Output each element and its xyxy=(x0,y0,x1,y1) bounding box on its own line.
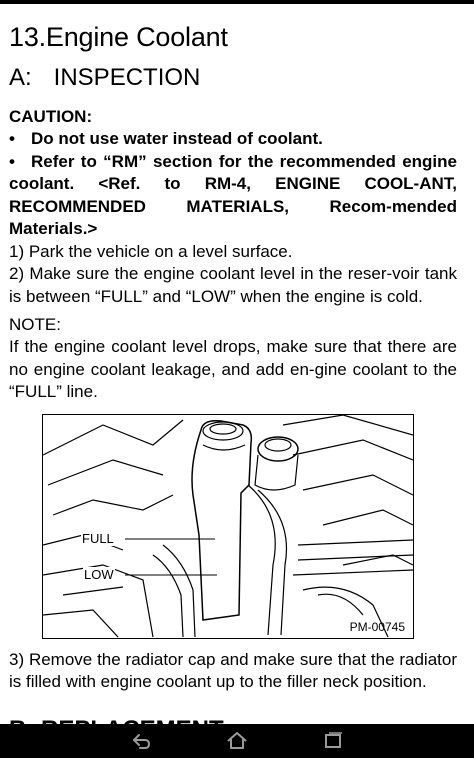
android-nav-bar xyxy=(0,724,474,758)
coolant-reservoir-figure xyxy=(42,414,414,639)
caution-heading: CAUTION: xyxy=(9,107,93,126)
engine-bay-illustration xyxy=(43,415,413,638)
section-a-label: A: xyxy=(9,64,32,91)
full-level-label: FULL xyxy=(82,530,114,546)
document-page xyxy=(9,10,457,694)
caution-bullet-1-text: Do not use water instead of coolant. xyxy=(31,129,323,148)
section-a-heading xyxy=(9,64,457,92)
top-rule xyxy=(0,0,474,4)
low-level-label: LOW xyxy=(84,566,114,582)
note-text: If the engine coolant level drops, make sure that there are no engine coolant leakage, and add en-gine coolant to the “FULL” line. xyxy=(9,337,457,401)
section-a-title: INSPECTION xyxy=(53,64,201,91)
caution-bullet-2 xyxy=(9,151,457,241)
bullet-icon: • xyxy=(9,151,15,171)
home-icon[interactable] xyxy=(226,731,248,751)
note-heading: NOTE: xyxy=(9,315,61,334)
step-1: 1) Park the vehicle on a level surface. xyxy=(9,241,293,261)
step-3: 3) Remove the radiator cap and make sure that the radiator is filled with engine coolant up to the filler neck position. xyxy=(9,649,457,691)
recent-apps-icon[interactable] xyxy=(322,731,344,751)
back-icon[interactable] xyxy=(130,731,152,751)
page-title: 13.Engine Coolant xyxy=(9,22,228,52)
caution-bullet-2-text: Refer to “RM” section for the recommended engine coolant. <Ref. to RM-4, ENGINE COOL-ANT, RECOMMENDED MATERIALS, Recom-mended Materials.> xyxy=(9,151,457,238)
step-2: 2) Make sure the engine coolant level in the reser-voir tank is between “FULL” and “LOW” when the engine is cold. xyxy=(9,264,457,306)
caution-bullet-1 xyxy=(9,128,457,151)
bullet-icon: • xyxy=(9,129,15,148)
figure-code: PM-00745 xyxy=(349,619,405,634)
